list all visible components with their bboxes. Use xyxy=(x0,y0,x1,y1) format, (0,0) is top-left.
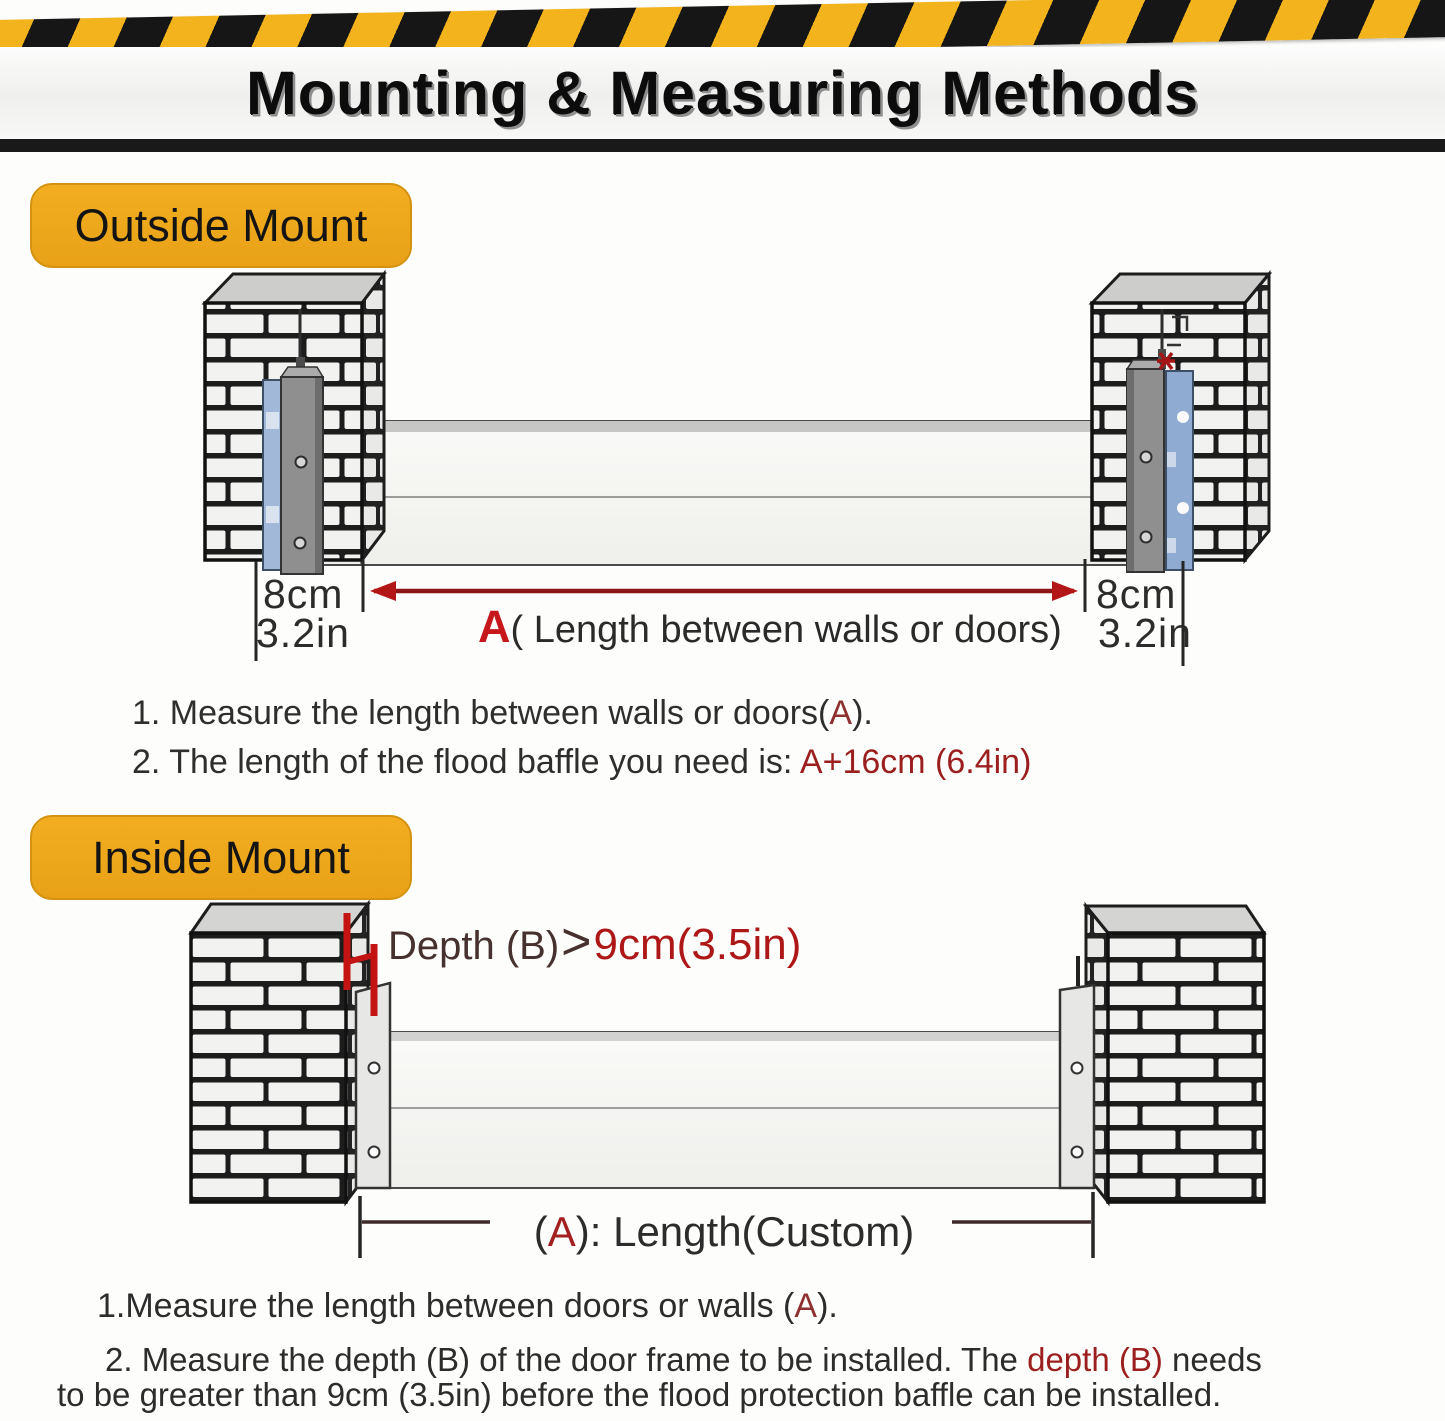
inside-step2-depth: depth (B) xyxy=(1027,1341,1163,1378)
inside-step-1 xyxy=(97,1287,838,1326)
right-mounting-channel-inside xyxy=(1060,956,1094,1188)
outside-step1-text: 1. Measure the length between walls or doors( xyxy=(132,694,830,732)
length-arrow xyxy=(370,581,1078,601)
custom-length-text: ): Length(Custom) xyxy=(575,1208,915,1255)
length-a-text: ( Length between walls or doors) xyxy=(510,609,1062,651)
length-a-letter: A xyxy=(478,601,511,652)
outside-step-1 xyxy=(132,694,873,733)
right-offset-cm-label: 8cm xyxy=(1096,571,1177,617)
left-offset-cm-label: 8cm xyxy=(263,571,344,617)
inside-step1-a: A xyxy=(794,1287,818,1325)
length-a-annotation xyxy=(478,601,1062,653)
depth-annotation xyxy=(388,912,801,972)
right-brick-pillar-inside xyxy=(1086,906,1264,1202)
inside-step2-end: needs xyxy=(1162,1341,1262,1378)
outside-step-2 xyxy=(132,743,1031,782)
left-brick-pillar-inside xyxy=(191,904,368,1202)
inside-step-2-line1 xyxy=(105,1341,1262,1379)
page-title: Mounting & Measuring Methods xyxy=(245,59,1200,127)
outside-mount-badge-label: Outside Mount xyxy=(74,199,368,251)
inside-step1-text: 1.Measure the length between doors or walls ( xyxy=(97,1287,795,1325)
depth-min-value: 9cm(3.5in) xyxy=(593,920,802,969)
outside-step2-formula: A+16cm (6.4in) xyxy=(799,743,1032,781)
inside-step2-text: 2. Measure the depth (B) of the door frame to be installed. The xyxy=(105,1341,1028,1378)
right-offset-in-label: 3.2in xyxy=(1098,610,1192,656)
inside-mount-badge-label: Inside Mount xyxy=(92,831,350,883)
outside-step2-text: 2. The length of the flood baffle you need is: xyxy=(132,743,800,781)
depth-label-text: Depth (B) xyxy=(388,924,560,968)
inside-step1-end: ). xyxy=(817,1287,838,1325)
left-offset-in-label: 3.2in xyxy=(256,610,350,656)
custom-length-open: ( xyxy=(533,1208,548,1255)
custom-length-annotation xyxy=(498,1208,950,1256)
flood-barrier-panel-inside xyxy=(375,1032,1075,1188)
inside-step-2-line2: to be greater than 9cm (3.5in) before the flood protection baffle can be installed. xyxy=(57,1376,1222,1413)
outside-step1-a: A xyxy=(829,694,853,732)
greater-than-sign: > xyxy=(561,913,592,971)
custom-length-a: A xyxy=(547,1208,576,1255)
flood-barrier-panel xyxy=(300,421,1160,565)
outside-step1-end: ). xyxy=(852,694,873,732)
